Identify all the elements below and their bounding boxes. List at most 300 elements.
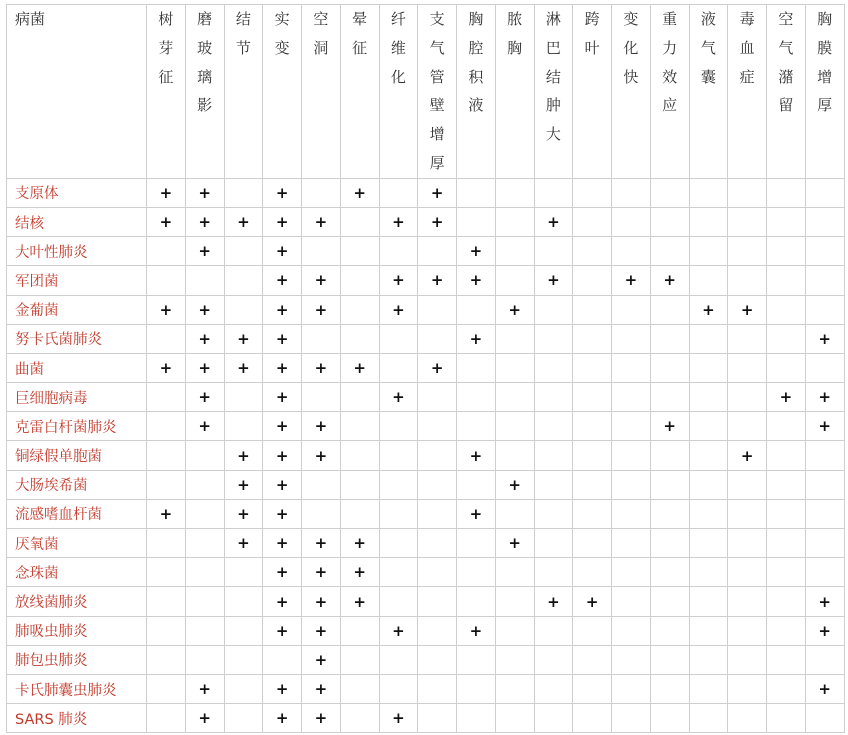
pathogen-name: 肺吸虫肺炎 [7,616,147,645]
empty-cell [418,558,457,587]
empty-cell [340,324,379,353]
plus-mark: + [495,295,534,324]
empty-cell [805,178,844,207]
column-header: 实 变 [263,5,302,179]
pathogen-name: 肺包虫肺炎 [7,645,147,674]
empty-cell [340,412,379,441]
pathogen-name: SARS 肺炎 [7,704,147,733]
empty-cell [573,645,612,674]
empty-cell [805,704,844,733]
empty-cell [767,529,806,558]
empty-cell [534,645,573,674]
empty-cell [689,587,728,616]
plus-mark: + [495,529,534,558]
empty-cell [340,383,379,412]
plus-mark: + [340,558,379,587]
plus-mark: + [224,529,263,558]
empty-cell [612,558,651,587]
empty-cell [340,645,379,674]
plus-mark: + [263,674,302,703]
empty-cell [185,499,224,528]
empty-cell [340,616,379,645]
empty-cell [805,353,844,382]
empty-cell [612,499,651,528]
empty-cell [650,237,689,266]
pathogen-name: 卡氏肺囊虫肺炎 [7,674,147,703]
table-row [7,616,845,645]
empty-cell [418,616,457,645]
empty-cell [418,324,457,353]
empty-cell [534,704,573,733]
empty-cell [379,558,418,587]
empty-cell [728,178,767,207]
empty-cell [418,704,457,733]
table-row [7,324,845,353]
empty-cell [650,558,689,587]
empty-cell [147,587,186,616]
plus-mark: + [302,441,341,470]
empty-cell [612,383,651,412]
empty-cell [650,295,689,324]
empty-cell [612,412,651,441]
empty-cell [263,645,302,674]
plus-mark: + [224,441,263,470]
plus-mark: + [379,207,418,236]
empty-cell [224,616,263,645]
plus-mark: + [457,266,496,295]
empty-cell [767,295,806,324]
empty-cell [457,470,496,499]
empty-cell [573,324,612,353]
empty-cell [728,470,767,499]
empty-cell [379,499,418,528]
empty-cell [534,499,573,528]
empty-cell [689,470,728,499]
empty-cell [612,704,651,733]
header-pathogen: 病菌 [7,5,147,179]
table-row [7,353,845,382]
empty-cell [612,441,651,470]
empty-cell [612,207,651,236]
pathogen-name: 铜绿假单胞菌 [7,441,147,470]
empty-cell [224,383,263,412]
empty-cell [573,704,612,733]
empty-cell [495,616,534,645]
table-row [7,704,845,733]
empty-cell [534,412,573,441]
column-header: 纤 维 化 [379,5,418,179]
plus-mark: + [263,616,302,645]
empty-cell [805,558,844,587]
empty-cell [728,237,767,266]
empty-cell [650,441,689,470]
empty-cell [340,704,379,733]
plus-mark: + [302,645,341,674]
empty-cell [650,674,689,703]
plus-mark: + [805,383,844,412]
empty-cell [767,587,806,616]
empty-cell [185,558,224,587]
empty-cell [340,295,379,324]
empty-cell [495,412,534,441]
plus-mark: + [340,178,379,207]
empty-cell [457,674,496,703]
empty-cell [689,441,728,470]
empty-cell [573,178,612,207]
empty-cell [767,645,806,674]
empty-cell [689,237,728,266]
empty-cell [612,674,651,703]
empty-cell [534,237,573,266]
plus-mark: + [263,587,302,616]
empty-cell [573,616,612,645]
empty-cell [728,499,767,528]
empty-cell [767,324,806,353]
empty-cell [224,412,263,441]
empty-cell [418,529,457,558]
pathogen-name: 放线菌肺炎 [7,587,147,616]
empty-cell [340,266,379,295]
empty-cell [767,353,806,382]
empty-cell [650,645,689,674]
empty-cell [224,295,263,324]
empty-cell [612,529,651,558]
pathogen-name: 克雷白杆菌肺炎 [7,412,147,441]
empty-cell [805,237,844,266]
plus-mark: + [263,266,302,295]
column-header: 跨 叶 [573,5,612,179]
plus-mark: + [689,295,728,324]
empty-cell [147,324,186,353]
empty-cell [728,558,767,587]
empty-cell [650,207,689,236]
plus-mark: + [495,470,534,499]
empty-cell [612,178,651,207]
empty-cell [534,529,573,558]
table-row [7,383,845,412]
plus-mark: + [728,441,767,470]
plus-mark: + [379,266,418,295]
plus-mark: + [185,704,224,733]
empty-cell [418,441,457,470]
empty-cell [573,499,612,528]
empty-cell [495,324,534,353]
column-header: 胸 腔 积 液 [457,5,496,179]
empty-cell [650,704,689,733]
column-header: 液 气 囊 [689,5,728,179]
empty-cell [457,295,496,324]
plus-mark: + [457,616,496,645]
empty-cell [224,674,263,703]
empty-cell [147,237,186,266]
plus-mark: + [805,324,844,353]
empty-cell [767,674,806,703]
empty-cell [340,499,379,528]
empty-cell [418,470,457,499]
empty-cell [302,383,341,412]
table-row [7,266,845,295]
empty-cell [495,645,534,674]
plus-mark: + [379,704,418,733]
plus-mark: + [185,178,224,207]
plus-mark: + [767,383,806,412]
empty-cell [573,266,612,295]
empty-cell [728,324,767,353]
empty-cell [147,558,186,587]
plus-mark: + [418,266,457,295]
empty-cell [147,529,186,558]
empty-cell [302,237,341,266]
empty-cell [805,529,844,558]
empty-cell [767,616,806,645]
table-row [7,499,845,528]
plus-mark: + [379,295,418,324]
empty-cell [573,529,612,558]
empty-cell [612,587,651,616]
empty-cell [689,178,728,207]
column-header: 晕 征 [340,5,379,179]
plus-mark: + [457,441,496,470]
plus-mark: + [185,353,224,382]
empty-cell [147,412,186,441]
empty-cell [224,178,263,207]
empty-cell [302,499,341,528]
empty-cell [340,470,379,499]
empty-cell [767,470,806,499]
empty-cell [767,441,806,470]
empty-cell [379,674,418,703]
pathogen-name: 努卡氏菌肺炎 [7,324,147,353]
plus-mark: + [147,178,186,207]
empty-cell [612,324,651,353]
empty-cell [495,704,534,733]
table-row [7,587,845,616]
empty-cell [457,558,496,587]
pathogen-name: 念珠菌 [7,558,147,587]
empty-cell [534,674,573,703]
empty-cell [689,383,728,412]
table-row [7,674,845,703]
empty-cell [573,470,612,499]
plus-mark: + [263,558,302,587]
empty-cell [495,587,534,616]
pathogen-name: 金葡菌 [7,295,147,324]
empty-cell [302,324,341,353]
plus-mark: + [302,295,341,324]
plus-mark: + [457,324,496,353]
empty-cell [689,266,728,295]
table-row [7,207,845,236]
empty-cell [767,266,806,295]
empty-cell [805,441,844,470]
plus-mark: + [650,412,689,441]
column-header: 树 芽 征 [147,5,186,179]
plus-mark: + [263,441,302,470]
pathogen-name: 结核 [7,207,147,236]
plus-mark: + [224,324,263,353]
pathogen-name: 大叶性肺炎 [7,237,147,266]
empty-cell [689,529,728,558]
plus-mark: + [728,295,767,324]
empty-cell [379,645,418,674]
plus-mark: + [379,383,418,412]
empty-cell [495,266,534,295]
empty-cell [495,237,534,266]
empty-cell [379,587,418,616]
empty-cell [495,383,534,412]
plus-mark: + [418,207,457,236]
plus-mark: + [805,616,844,645]
empty-cell [650,353,689,382]
plus-mark: + [147,207,186,236]
empty-cell [224,558,263,587]
plus-mark: + [457,237,496,266]
plus-mark: + [185,674,224,703]
plus-mark: + [302,558,341,587]
plus-mark: + [147,499,186,528]
empty-cell [457,207,496,236]
column-header: 空 气 潴 留 [767,5,806,179]
plus-mark: + [805,412,844,441]
empty-cell [534,383,573,412]
empty-cell [457,383,496,412]
plus-mark: + [185,295,224,324]
table-row [7,237,845,266]
empty-cell [495,441,534,470]
pneumonia-imaging-table [6,4,845,733]
plus-mark: + [340,587,379,616]
empty-cell [379,470,418,499]
empty-cell [728,674,767,703]
header-row [7,5,845,179]
empty-cell [534,441,573,470]
plus-mark: + [650,266,689,295]
empty-cell [573,674,612,703]
empty-cell [689,207,728,236]
empty-cell [534,178,573,207]
empty-cell [418,412,457,441]
empty-cell [340,237,379,266]
empty-cell [185,587,224,616]
empty-cell [534,558,573,587]
empty-cell [379,178,418,207]
empty-cell [728,266,767,295]
empty-cell [767,207,806,236]
empty-cell [147,704,186,733]
empty-cell [224,266,263,295]
empty-cell [418,383,457,412]
empty-cell [185,441,224,470]
empty-cell [495,499,534,528]
column-header: 胸 膜 增 厚 [805,5,844,179]
empty-cell [418,674,457,703]
empty-cell [340,207,379,236]
empty-cell [805,266,844,295]
plus-mark: + [302,674,341,703]
plus-mark: + [418,353,457,382]
plus-mark: + [263,324,302,353]
empty-cell [457,353,496,382]
empty-cell [689,499,728,528]
plus-mark: + [147,353,186,382]
empty-cell [185,645,224,674]
empty-cell [340,441,379,470]
empty-cell [573,207,612,236]
empty-cell [650,616,689,645]
empty-cell [573,558,612,587]
pathogen-name: 厌氧菌 [7,529,147,558]
plus-mark: + [302,616,341,645]
empty-cell [612,616,651,645]
plus-mark: + [263,383,302,412]
table-row [7,470,845,499]
table-row [7,295,845,324]
empty-cell [650,178,689,207]
empty-cell [573,441,612,470]
plus-mark: + [534,207,573,236]
table-row [7,412,845,441]
empty-cell [573,383,612,412]
column-header: 空 洞 [302,5,341,179]
empty-cell [302,178,341,207]
empty-cell [495,207,534,236]
plus-mark: + [805,674,844,703]
empty-cell [805,470,844,499]
table-row [7,558,845,587]
empty-cell [457,645,496,674]
plus-mark: + [185,207,224,236]
plus-mark: + [805,587,844,616]
empty-cell [805,295,844,324]
empty-cell [147,616,186,645]
column-header: 变 化 快 [612,5,651,179]
plus-mark: + [224,499,263,528]
empty-cell [573,295,612,324]
plus-mark: + [302,412,341,441]
pathogen-name: 曲菌 [7,353,147,382]
plus-mark: + [263,295,302,324]
empty-cell [728,587,767,616]
empty-cell [495,674,534,703]
plus-mark: + [147,295,186,324]
column-header: 脓 胸 [495,5,534,179]
empty-cell [418,499,457,528]
empty-cell [767,412,806,441]
empty-cell [650,383,689,412]
empty-cell [689,645,728,674]
plus-mark: + [185,383,224,412]
plus-mark: + [263,178,302,207]
pathogen-name: 大肠埃希菌 [7,470,147,499]
empty-cell [689,324,728,353]
empty-cell [379,412,418,441]
column-header: 磨 玻 璃 影 [185,5,224,179]
empty-cell [534,324,573,353]
empty-cell [418,645,457,674]
plus-mark: + [302,207,341,236]
empty-cell [302,470,341,499]
empty-cell [147,674,186,703]
plus-mark: + [185,324,224,353]
empty-cell [728,616,767,645]
empty-cell [767,499,806,528]
empty-cell [689,353,728,382]
plus-mark: + [263,470,302,499]
empty-cell [728,383,767,412]
empty-cell [185,616,224,645]
plus-mark: + [263,412,302,441]
empty-cell [224,587,263,616]
